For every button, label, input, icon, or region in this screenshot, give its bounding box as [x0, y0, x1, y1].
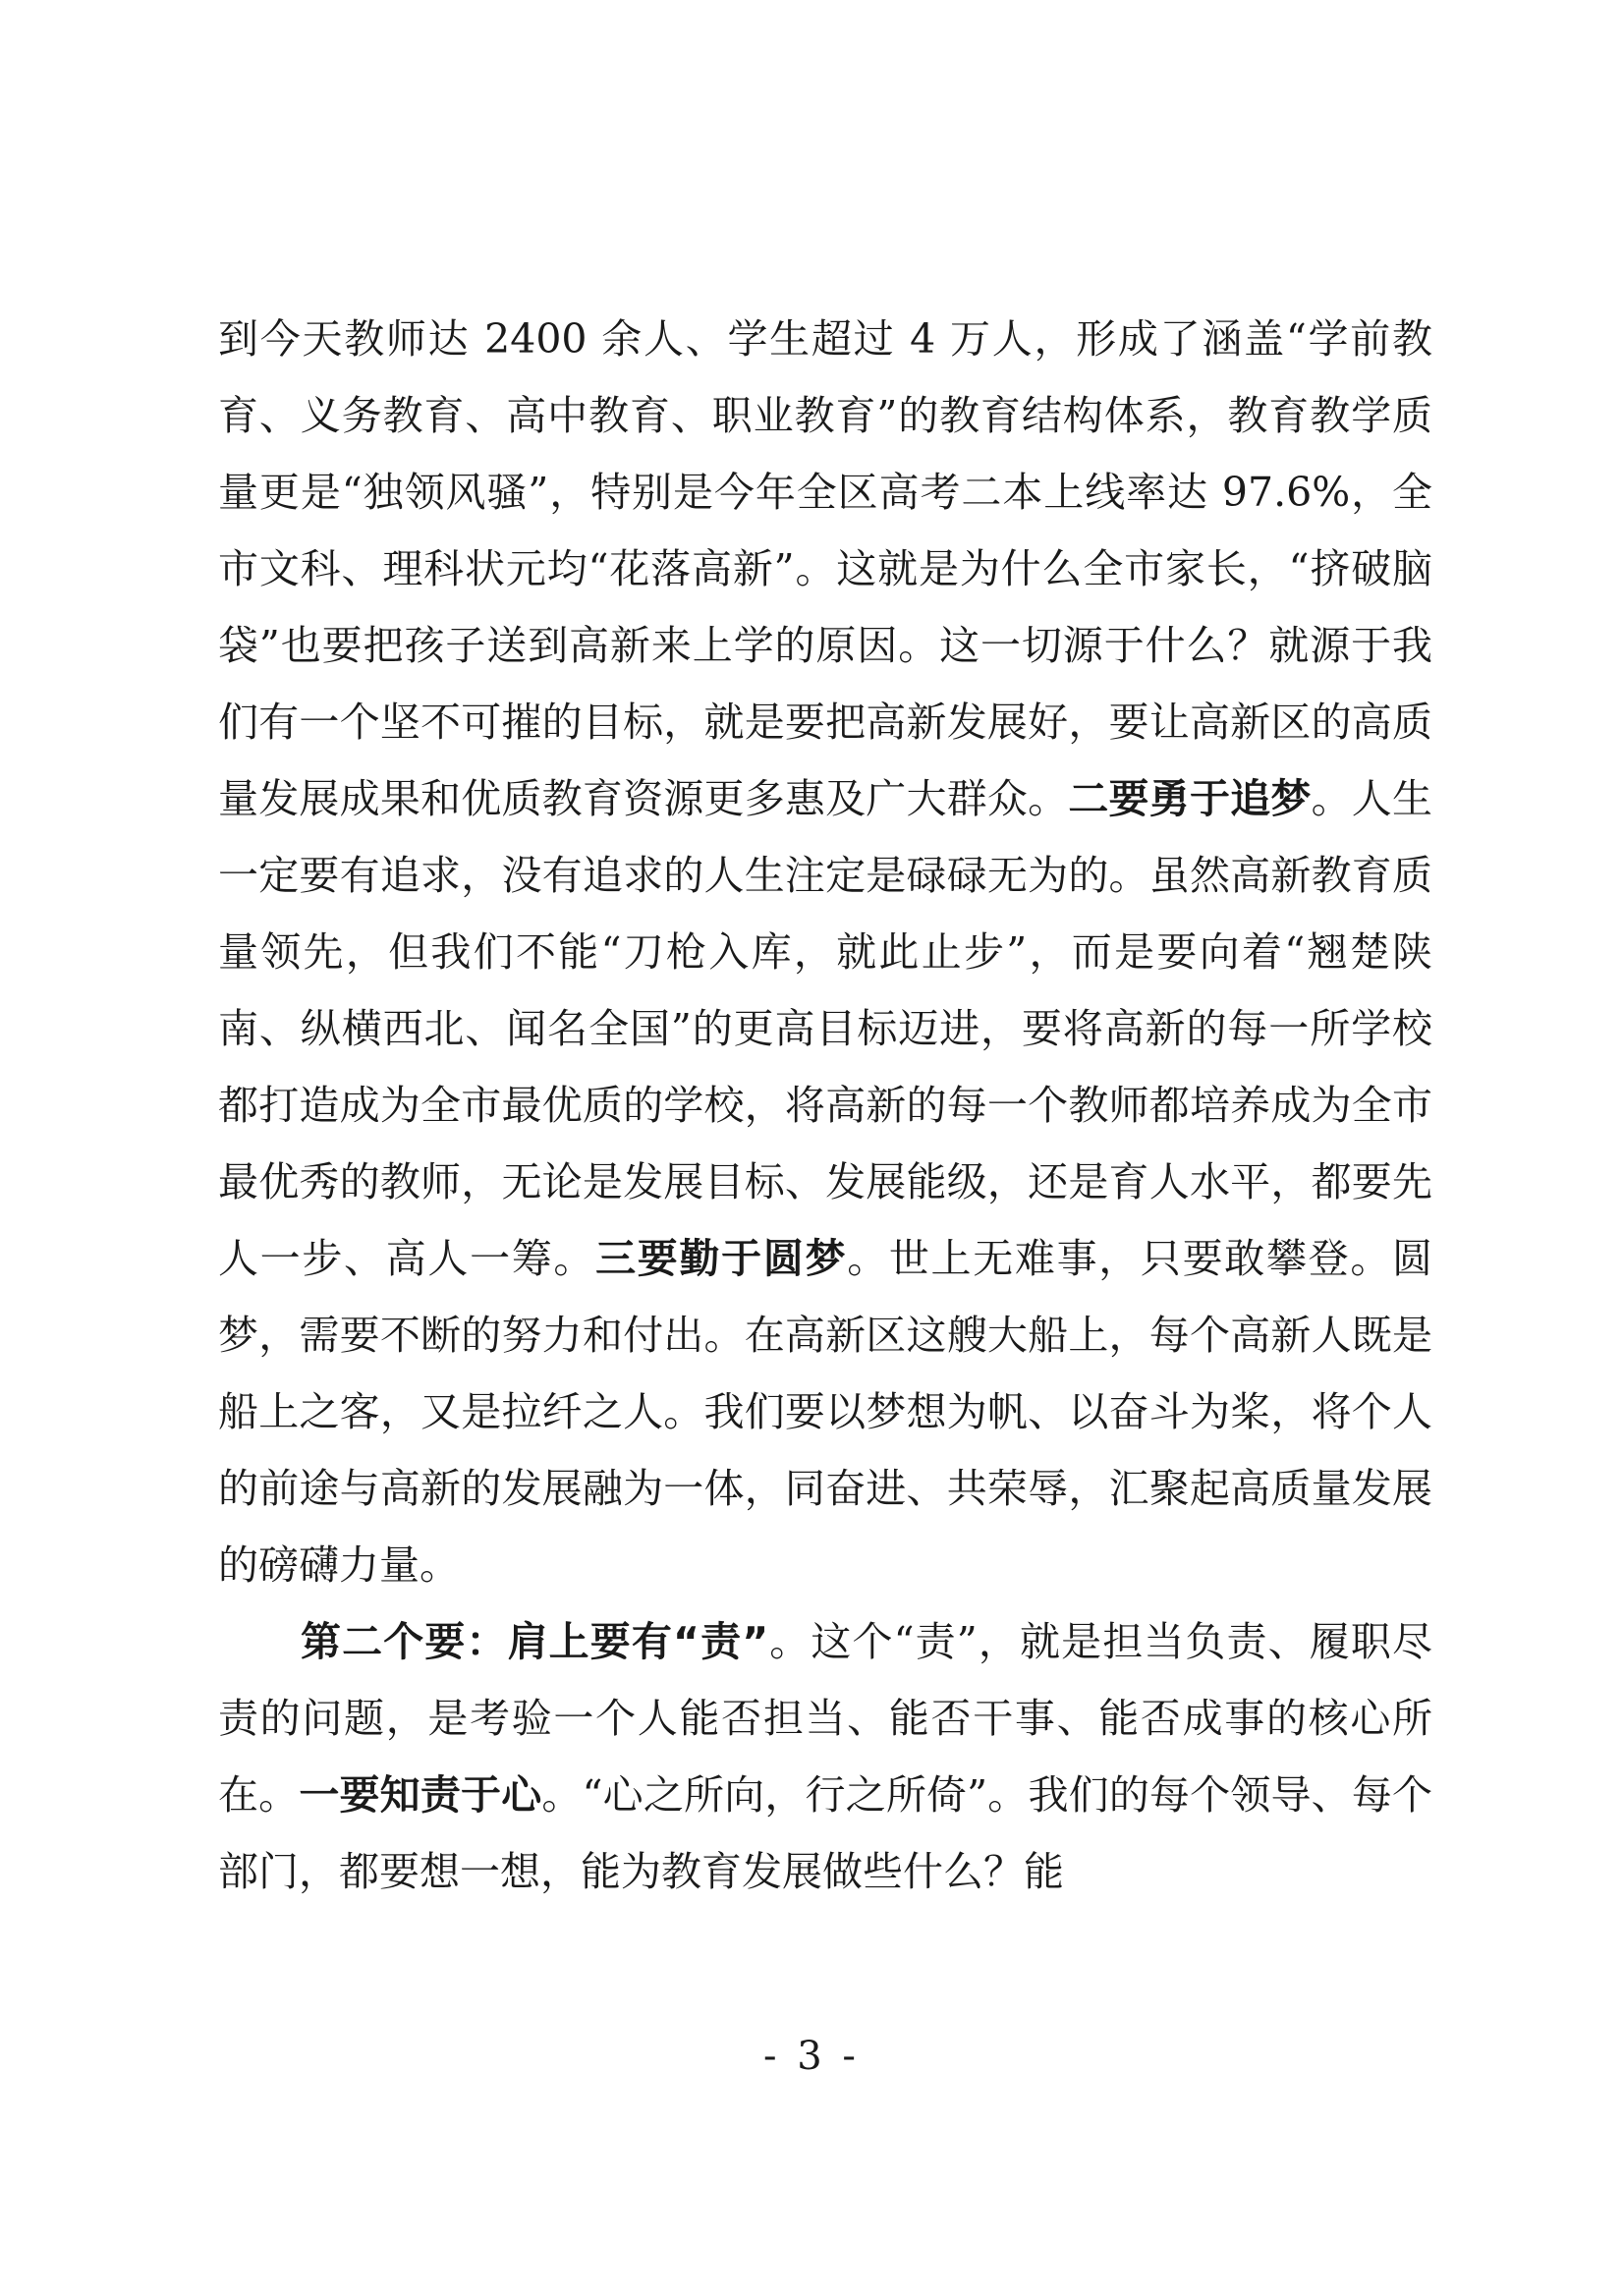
- text-run: 到今天教师达 2400 余人、学生超过 4 万人，形成了涵盖“学前教育、义务教育、高中教育、职业教育”的教育结构体系，教育教学质量更是“独领风骚”，特别是今年全区高考二本上线率达 97.6%，全市文科、理科状元均“花落高新”。这就是为什么全市家长，“挤破脑袋”也要把孩子送到高新来上学的原因。这一切源于什么？就源于我们有一个坚不可摧的目标，就是要把高新发展好，要让高新区的高质量发展成果和优质教育资源更多惠及广大群众。: [218, 315, 1432, 822]
- text-run: 。“心之所向，行之所倚”。我们的每个领导、每个部门，都要想一想，能为教育发展做些什么？能: [218, 1771, 1433, 1895]
- page-number: - 3 -: [763, 2034, 860, 2079]
- bold-heading-run: 一要知责于心: [299, 1771, 542, 1819]
- bold-heading-run: 三要勤于圆梦: [595, 1235, 848, 1282]
- bold-heading-run: 二要勇于追梦: [1068, 775, 1312, 822]
- text-run: 。世上无难事，只要敢攀登。圆梦，需要不断的努力和付出。在高新区这艘大船上，每个高新人既是船上之客，又是拉纤之人。我们要以梦想为帆、以奋斗为桨，将个人的前途与高新的发展融为一体，同奋进、共荣辱，汇聚起高质量发展的磅礴力量。: [218, 1235, 1433, 1589]
- text-run: 。这个“责”，就是担当负责、履职尽责的问题，是考验一个人能否担当、能否干事、能否成事的核心所在。: [218, 1618, 1432, 1819]
- paragraph-second-requirement: [218, 1603, 1432, 1910]
- section-heading-run: 第二个要：肩上要有“责”: [301, 1618, 769, 1665]
- paragraph-continued: [218, 301, 1432, 1603]
- text-run: 。人生一定要有追求，没有追求的人生注定是碌碌无为的。虽然高新教育质量领先，但我们不能“刀枪入库，就此止步”，而是要向着“翘楚陕南、纵横西北、闻名全国”的更高目标迈进，要将高新的每一所学校都打造成为全市最优质的学校，将高新的每一个教师都培养成为全市最优秀的教师，无论是发展目标、发展能级，还是育人水平，都要先人一步、高人一筹。: [218, 775, 1433, 1282]
- body-text: [218, 301, 1432, 1910]
